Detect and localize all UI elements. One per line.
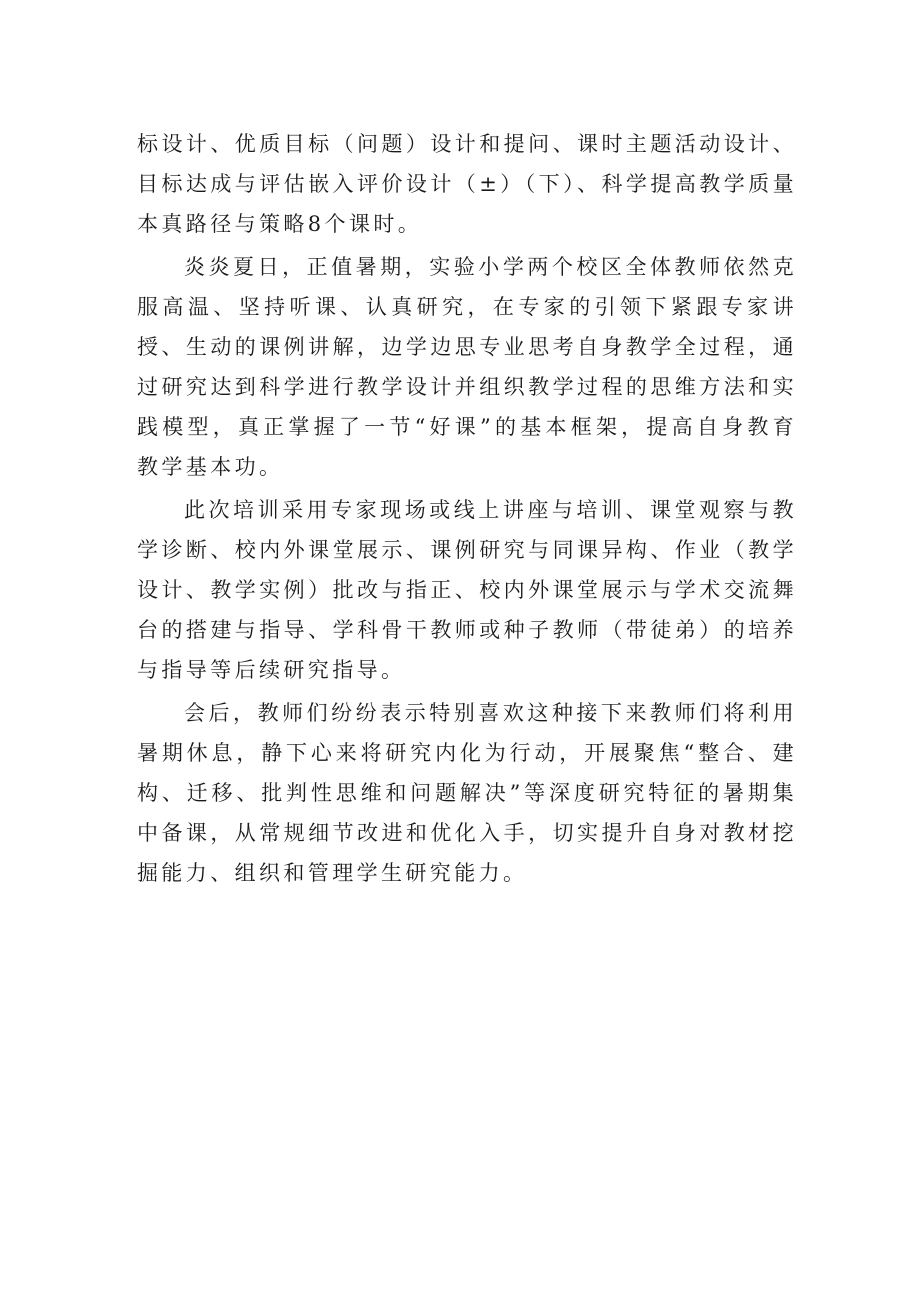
document-body xyxy=(137,124,797,896)
paragraph-continuation: 标设计、优质目标（问题）设计和提问、课时主题活动设计、目标达成与评估嵌入评价设计（±）（下）、科学提高教学质量本真路径与策略8个课时。 xyxy=(137,132,797,236)
paragraph-after-meeting: 会后，教师们纷纷表示特别喜欢这种接下来教师们将利用暑期休息，静下心来将研究内化为行动，开展聚焦“整合、建构、迁移、批判性思维和问题解决”等深度研究特征的暑期集中备课，从常规细节改进和优化入手，切实提升自身对教材挖掘能力、组织和管理学生研究能力。 xyxy=(137,701,797,885)
paragraph-summer-study: 炎炎夏日，正值暑期，实验小学两个校区全体教师依然克服高温、坚持听课、认真研究，在专家的引领下紧跟专家讲授、生动的课例讲解，边学边思专业思考自身教学全过程，通过研究达到科学进行教学设计并组织教学过程的思维方法和实践模型，真正掌握了一节“好课”的基本框架，提高自身教育教学基本功。 xyxy=(137,255,797,479)
paragraph-training-format: 此次培训采用专家现场或线上讲座与培训、课堂观察与教学诊断、校内外课堂展示、课例研究与同课异构、作业（教学设计、教学实例）批改与指正、校内外课堂展示与学术交流舞台的搭建与指导、学科骨干教师或种子教师（带徒弟）的培养与指导等后续研究指导。 xyxy=(137,498,797,682)
